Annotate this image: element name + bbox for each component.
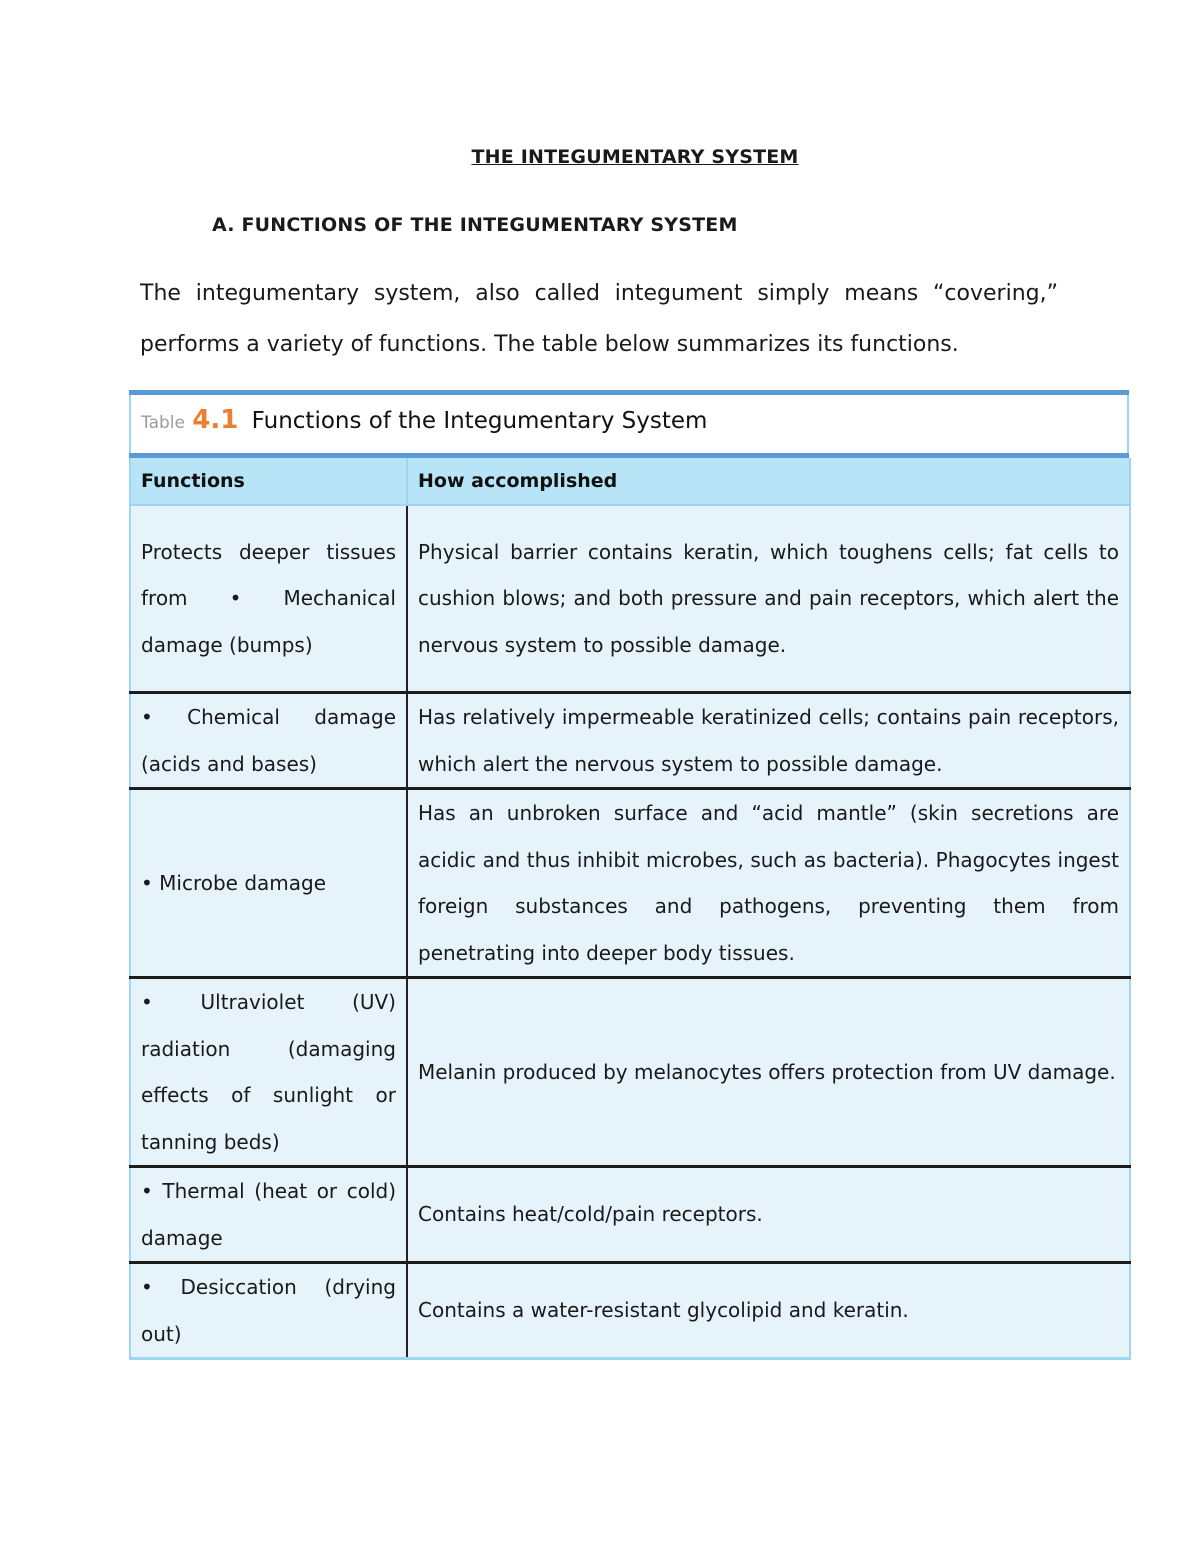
how-cell: Contains a water-resistant glycolipid and keratin. <box>407 1263 1130 1359</box>
how-cell: Has an unbroken surface and “acid mantle” (skin secretions are acidic and thus inhibit microbes, such as bacteria). Phagocytes ingest foreign substances and pathogens, preventing them from penetrating into deeper body tissues. <box>407 789 1130 978</box>
table-caption-box <box>129 395 1129 453</box>
caption-label: Table <box>141 413 185 433</box>
how-cell: Has relatively impermeable keratinized cells; contains pain receptors, which alert the nervous system to possible damage. <box>407 693 1130 789</box>
function-cell: • Chemical damage (acids and bases) <box>130 693 407 789</box>
header-how-accomplished: How accomplished <box>407 458 1130 505</box>
table-row <box>130 693 1130 789</box>
function-cell: • Desiccation (drying out) <box>130 1263 407 1359</box>
function-cell: • Microbe damage <box>130 789 407 978</box>
function-cell: • Thermal (heat or cold) damage <box>130 1167 407 1263</box>
section-heading: A. FUNCTIONS OF THE INTEGUMENTARY SYSTEM <box>212 214 738 236</box>
table-grid <box>129 458 1131 1360</box>
table-row <box>130 505 1130 693</box>
function-cell: • Ultraviolet (UV) radiation (damaging effects of sunlight or tanning beds) <box>130 978 407 1167</box>
table-row <box>130 789 1130 978</box>
table-caption <box>141 405 707 435</box>
caption-title: Functions of the Integumentary System <box>251 408 708 434</box>
intro-paragraph: The integumentary system, also called integument simply means “covering,” performs a variety of functions. The table below summarizes its functions. <box>140 281 1058 357</box>
functions-table <box>129 390 1129 1360</box>
table-header-row <box>130 458 1130 505</box>
caption-number: 4.1 <box>192 405 239 435</box>
how-cell: Physical barrier contains keratin, which toughens cells; fat cells to cushion blows; and both pressure and pain receptors, which alert the nervous system to possible damage. <box>407 505 1130 693</box>
header-functions: Functions <box>130 458 407 505</box>
document-title: THE INTEGUMENTARY SYSTEM <box>471 146 799 168</box>
function-cell: Protects deeper tissues from • Mechanical damage (bumps) <box>130 505 407 693</box>
table-row <box>130 1263 1130 1359</box>
how-cell: Melanin produced by melanocytes offers protection from UV damage. <box>407 978 1130 1167</box>
table-row <box>130 1167 1130 1263</box>
how-cell: Contains heat/cold/pain receptors. <box>407 1167 1130 1263</box>
table-row <box>130 978 1130 1167</box>
